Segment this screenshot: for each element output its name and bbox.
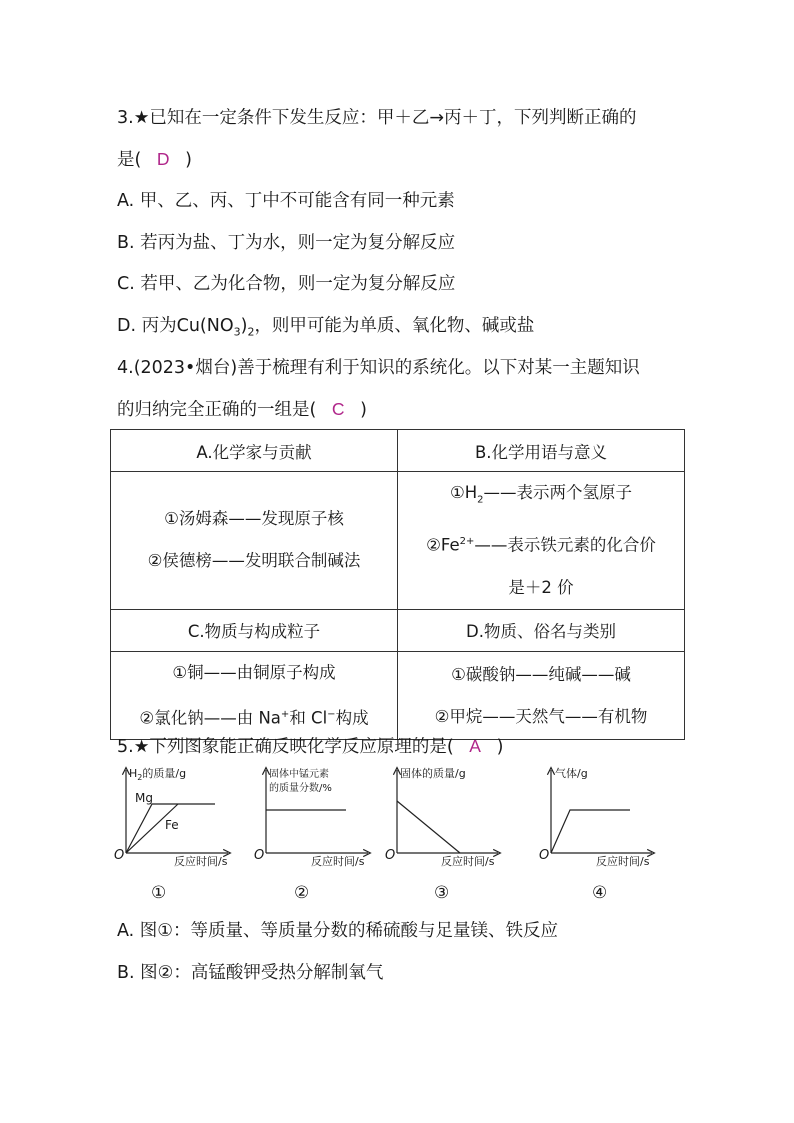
graph-3-ylabel: 固体的质量/g [400, 767, 466, 780]
q5-answer: A [469, 736, 481, 756]
graph-2 [254, 767, 368, 903]
table-c-row1: ①铜——由铜原子构成 [172, 662, 336, 682]
graph-2-number: ② [294, 883, 310, 903]
q3-stem-prefix: 是( [117, 150, 142, 170]
table-b-row2-sup: 2+ [459, 536, 475, 548]
q4-stem-line1: 4.(2023•烟台)善于梳理有利于知识的系统化。以下对某一主题知识 [117, 358, 640, 378]
graph-2-ylabel2: 的质量分数/% [269, 783, 332, 794]
q5-stem-suffix: ) [496, 737, 504, 757]
table-b-row3: 是＋2 价 [508, 577, 574, 597]
table-head-d: D.物质、俗名与类别 [398, 609, 685, 651]
table-d-row2: ②甲烷——天然气——有机物 [434, 706, 648, 726]
q3-stem-line1: 3.★已知在一定条件下发生反应：甲＋乙→丙＋丁，下列判断正确的 [117, 108, 637, 128]
table-c-row2-sup2: − [327, 708, 336, 720]
graph-4-xlabel: 反应时间/s [596, 855, 650, 868]
graph-3-origin: O [385, 848, 396, 863]
graph-1 [114, 766, 228, 903]
graph-1-xlabel: 反应时间/s [174, 855, 228, 868]
graph-3 [385, 766, 498, 903]
table-a-row2: ②侯德榜——发明联合制碱法 [147, 551, 361, 571]
table-c-row2-pre: ②氯化钠——由 Na [139, 708, 281, 728]
table-b-row1-pre: ①H [449, 483, 478, 502]
q4-stem-prefix: 的归纳完全正确的一组是( [117, 400, 317, 420]
q3-option-b: B. 若丙为盐、丁为水，则一定为复分解反应 [117, 233, 456, 253]
table-head-a: A.化学家与贡献 [111, 430, 398, 472]
q3-option-a: A. 甲、乙、丙、丁中不可能含有同一种元素 [117, 191, 455, 211]
graph-1-ylabel: $H_2$的质量/g [129, 767, 187, 782]
q3-option-c: C. 若甲、乙为化合物，则一定为复分解反应 [117, 274, 456, 294]
graph-2-xlabel: 反应时间/s [311, 855, 365, 868]
q4-answer: C [331, 399, 345, 419]
q4-stem-suffix: ) [360, 400, 367, 420]
q5-option-b: B. 图②：高锰酸钾受热分解制氧气 [117, 963, 384, 983]
table-b-row1-sub: 2 [477, 494, 484, 506]
q3-option-d-suffix: ，则甲可能为单质、氧化物、碱或盐 [254, 316, 535, 336]
graph-1-number: ① [151, 883, 167, 903]
graph-3-line [397, 801, 460, 853]
graph-3-number: ③ [434, 883, 450, 903]
q5-stem-prefix: 5.★下列图象能正确反映化学反应原理的是( [117, 737, 454, 757]
graph-1-origin: O [114, 848, 125, 863]
table-head-c: C.物质与构成粒子 [111, 609, 398, 651]
table-d-row1: ①碳酸钠——纯碱——碱 [451, 664, 631, 684]
table-a-row1: ①汤姆森——发现原子核 [164, 509, 344, 529]
q3-option-d-mid: ) [240, 316, 248, 336]
q3-option-d-sub1: 3 [233, 325, 241, 339]
graph-2-ylabel1: 固体中锰元素 [269, 769, 329, 780]
table-c-row2-sup1: + [280, 708, 290, 720]
table-head-b: B.化学用语与意义 [398, 430, 685, 472]
graph-1-label-mg: Mg [135, 791, 153, 805]
graph-4-line [551, 810, 630, 853]
table-b-row2-post: ——表示铁元素的化合价 [474, 535, 656, 555]
q5-option-a: A. 图①：等质量、等质量分数的稀硫酸与足量镁、铁反应 [117, 921, 558, 941]
graph-4-ylabel: 气体/g [555, 767, 588, 780]
graph-1-label-fe: Fe [165, 818, 179, 832]
table-c-row2-post: 构成 [335, 708, 369, 728]
q3-option-d-prefix: D. 丙为Cu(NO [117, 316, 234, 336]
table-b-row2-pre: ②Fe [426, 535, 460, 555]
table-b-row1-post: ——表示两个氢原子 [483, 483, 633, 502]
table-c-row2-mid: 和 Cl [289, 708, 328, 728]
graph-4 [539, 766, 652, 903]
graph-2-origin: O [254, 848, 265, 863]
q3-option-d-sub2: 2 [247, 325, 255, 339]
graph-3-xlabel: 反应时间/s [441, 855, 495, 868]
q3-stem-suffix: ) [185, 150, 192, 170]
graph-4-origin: O [539, 848, 550, 863]
q3-answer: D [156, 149, 170, 169]
graph-4-number: ④ [592, 883, 608, 903]
